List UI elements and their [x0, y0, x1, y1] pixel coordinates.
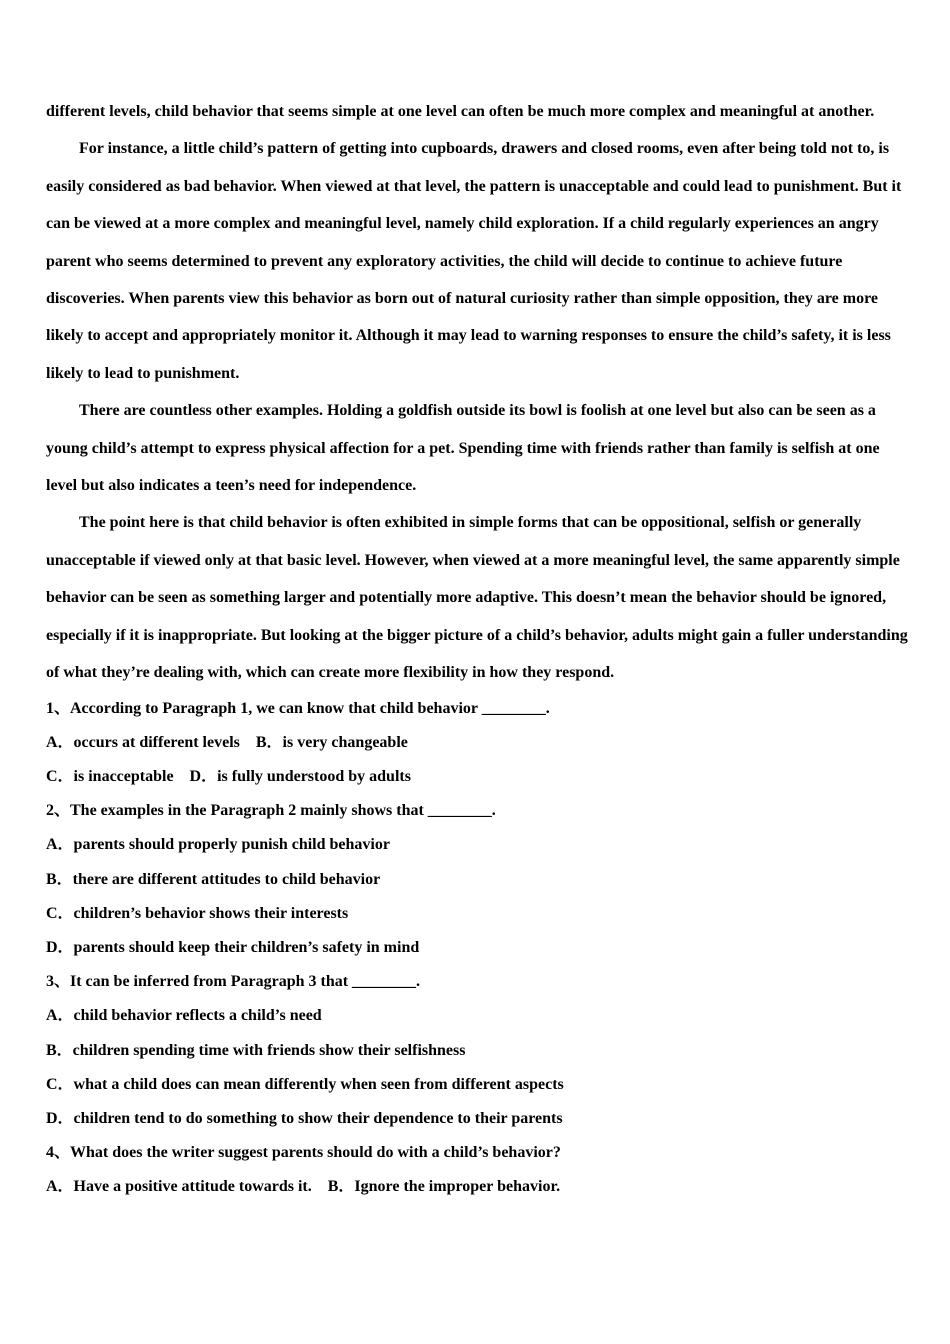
question-list	[46, 692, 908, 1205]
question-4-options-ab: A．Have a positive attitude towards it. B．Ignore the improper behavior.	[46, 1178, 561, 1196]
question-2-option-d: D．parents should keep their children’s safety in mind	[46, 938, 420, 956]
question-3-option-a: A．child behavior reflects a child’s need	[46, 1007, 322, 1025]
question-2-option-b: B．there are different attitudes to child behavior	[46, 870, 381, 888]
passage-paragraph-2: For instance, a little child’s pattern of getting into cupboards, drawers and closed rooms, even after being told not to, is easily considered as bad behavior. When viewed at that level, the pattern is unacceptable and could lead to punishment. But it can be viewed at a more complex and meaningful level, namely child exploration. If a child regularly experiences an angry parent who seems determined to prevent any exploratory activities, the child will decide to continue to achieve future discoveries. When parents view this behavior as born out of natural curiosity rather than simple opposition, they are more likely to accept and appropriately monitor it. Although it may lead to warning responses to ensure the child’s safety, it is less likely to lead to punishment.	[46, 140, 902, 382]
question-1-options-cd: C．is inacceptable D．is fully understood by adults	[46, 767, 411, 785]
question-3-option-c: C．what a child does can mean differently when seen from different aspects	[46, 1075, 564, 1093]
question-2-option-c: C．children’s behavior shows their interests	[46, 904, 349, 922]
question-3-stem: 3、It can be inferred from Paragraph 3 that ________.	[46, 973, 421, 991]
question-1-options-ab: A．occurs at different levels B．is very changeable	[46, 733, 408, 751]
document-page	[46, 93, 908, 1205]
passage-paragraph-3: There are countless other examples. Holding a goldfish outside its bowl is foolish at one level but also can be seen as a young child’s attempt to express physical affection for a pet. Spending time with friends rather than family is selfish at one level but also indicates a teen’s need for independence.	[46, 402, 880, 495]
question-2-stem: 2、The examples in the Paragraph 2 mainly shows that ________.	[46, 802, 496, 820]
question-4-stem: 4、What does the writer suggest parents should do with a child’s behavior?	[46, 1144, 561, 1162]
question-2-option-a: A．parents should properly punish child behavior	[46, 836, 390, 854]
question-1-stem: 1、According to Paragraph 1, we can know that child behavior ________.	[46, 699, 550, 717]
passage-paragraph-1: different levels, child behavior that seems simple at one level can often be much more complex and meaningful at another.	[46, 103, 875, 120]
passage-paragraph-4: The point here is that child behavior is often exhibited in simple forms that can be oppositional, selfish or generally unacceptable if viewed only at that basic level. However, when viewed at a more meaningful level, the same apparently simple behavior can be seen as something larger and potentially more adaptive. This doesn’t mean the behavior should be ignored, especially if it is inappropriate. But looking at the bigger picture of a child’s behavior, adults might gain a fuller understanding of what they’re dealing with, which can create more flexibility in how they respond.	[46, 514, 908, 682]
question-3-option-d: D．children tend to do something to show their dependence to their parents	[46, 1109, 563, 1127]
question-3-option-b: B．children spending time with friends show their selfishness	[46, 1041, 466, 1059]
